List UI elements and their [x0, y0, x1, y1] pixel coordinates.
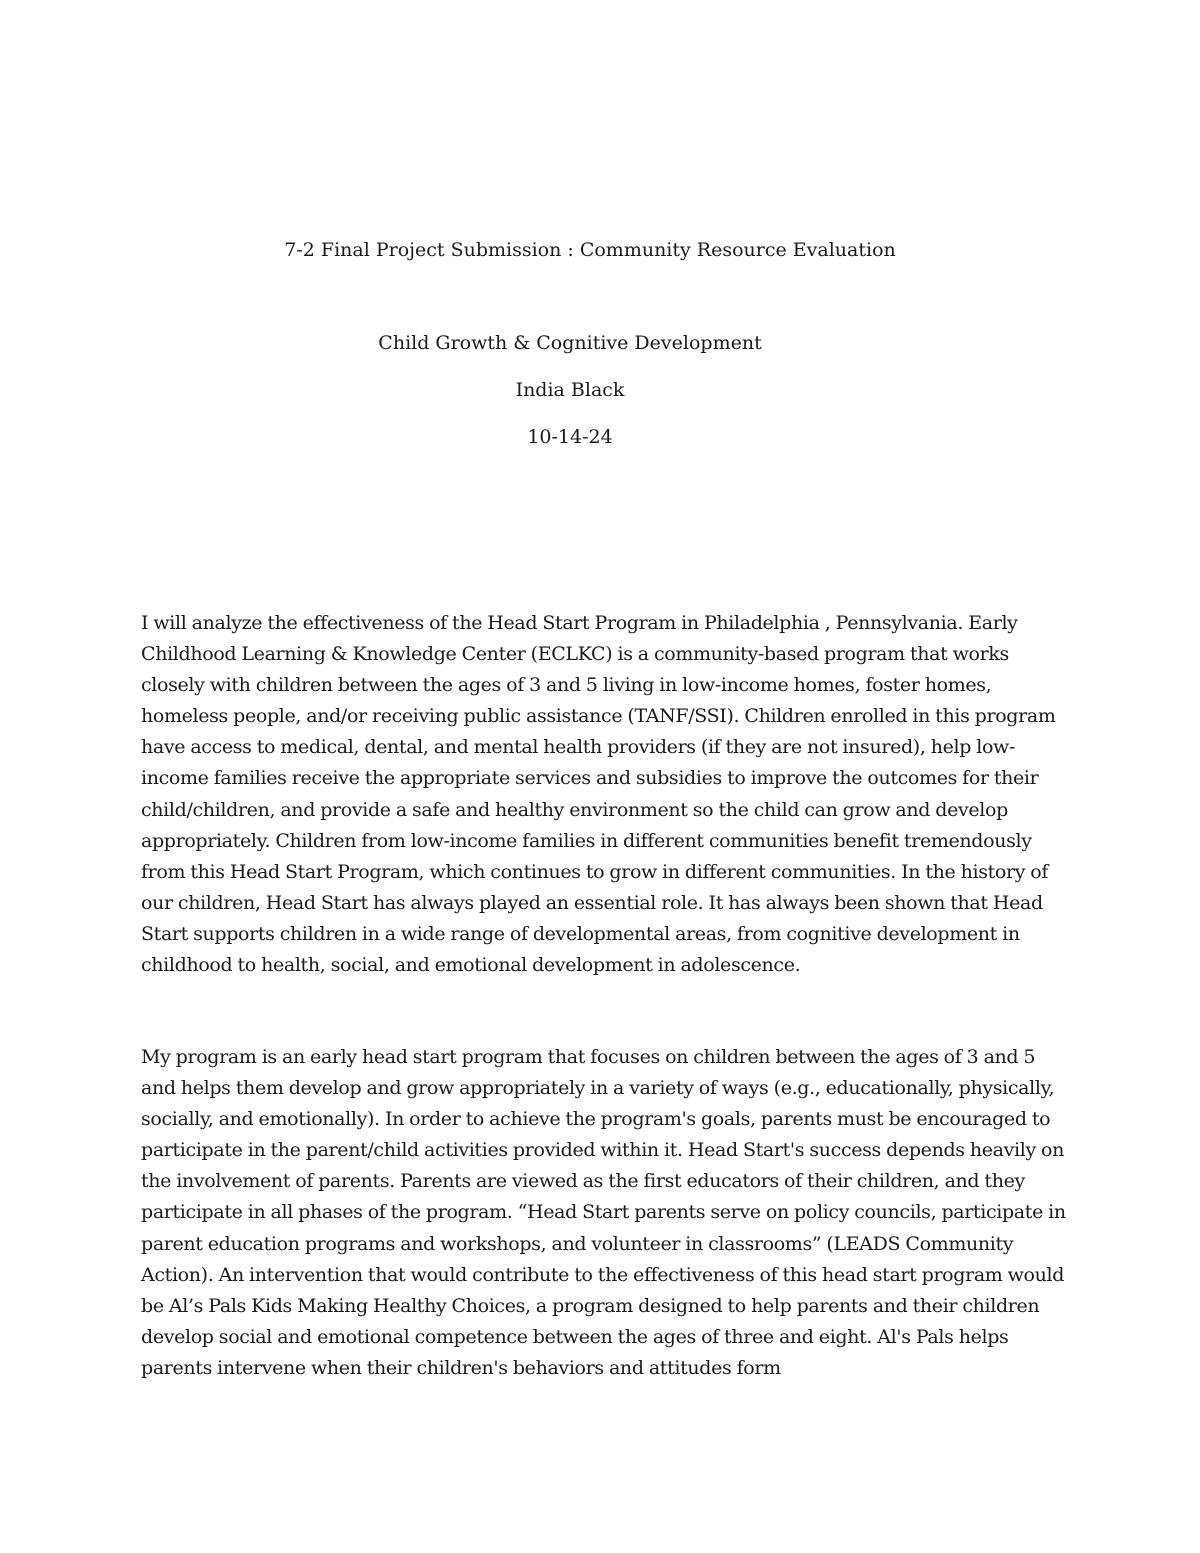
course-name: Child Growth & Cognitive Development: [378, 332, 762, 354]
document-title: 7-2 Final Project Submission : Community Resource Evaluation: [284, 239, 896, 261]
author-name: India Black: [515, 379, 625, 401]
body-paragraph-1: I will analyze the effectiveness of the Head Start Program in Philadelphia , Pennsylvania. Early Childhood Learning & Knowledge Center (ECLKC) is a community-based program that works closely with children between the ages of 3 and 5 living in low-income homes, foster homes, homeless people, and/or receiving public assistance (TANF/SSI). Children enrolled in this program have access to medical, dental, and mental health providers (if they are not insured), help low-income families receive the appropriate services and subsidies to improve the outcomes for their child/children, and provide a safe and healthy environment so the child can grow and develop appropriately. Children from low-income families in different communities benefit tremendously from this Head Start Program, which continues to grow in different communities. In the history of our children, Head Start has always played an essential role. It has always been shown that Head Start supports children in a wide range of developmental areas, from cognitive development in childhood to health, social, and emotional development in adolescence.: [141, 612, 1056, 977]
body-paragraph-2: My program is an early head start program that focuses on children between the ages of 3 and 5 and helps them develop and grow appropriately in a variety of ways (e.g., educationally, physically, socially, and emotionally). In order to achieve the program's goals, parents must be encouraged to participate in the parent/child activities provided within it. Head Start's success depends heavily on the involvement of parents. Parents are viewed as the first educators of their children, and they participate in all phases of the program. “Head Start parents serve on policy councils, participate in parent education programs and workshops, and volunteer in classrooms” (LEADS Community Action). An intervention that would contribute to the effectiveness of this head start program would be Al’s Pals Kids Making Healthy Choices, a program designed to help parents and their children develop social and emotional competence between the ages of three and eight. Al's Pals helps parents intervene when their children's behaviors and attitudes form: [141, 1046, 1066, 1379]
cover-info: [0, 329, 1140, 470]
submission-date: 10-14-24: [527, 426, 613, 448]
